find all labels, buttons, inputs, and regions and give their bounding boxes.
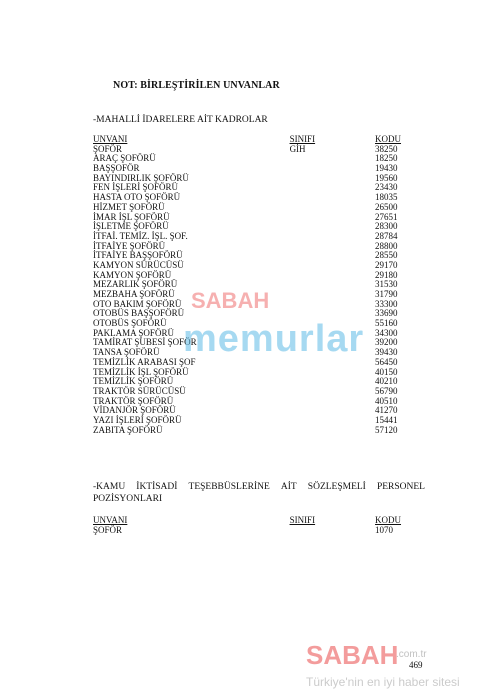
cell-class <box>290 387 375 397</box>
column-header-class: SINIFI <box>289 515 316 525</box>
local-administrations-table <box>93 135 413 435</box>
cell-class <box>290 290 375 300</box>
cell-title: OTO BAKIM ŞOFÖRÜ <box>93 298 182 309</box>
cell-code: 39430 <box>375 347 398 358</box>
table-body <box>93 145 413 436</box>
cell-title: İTFAİ. TEMİZ. İŞL. ŞOF. <box>93 230 188 241</box>
cell-title: ŞOFÖR <box>93 524 123 535</box>
cell-title: TAMİRAT ŞUBESİ ŞOFÖR <box>93 337 197 348</box>
cell-code: 19560 <box>375 172 398 183</box>
cell-code: 55160 <box>375 318 398 329</box>
cell-title: VİDANJÖR ŞOFÖRÜ <box>93 405 176 416</box>
cell-class <box>290 329 375 339</box>
cell-code: 28800 <box>375 240 398 251</box>
cell-title: İTFAİYE BAŞŞOFÖRÜ <box>93 250 183 261</box>
cell-title: ZABITA ŞOFÖRÜ <box>93 424 163 435</box>
cell-title: MEZARLIK ŞOFÖRÜ <box>93 279 178 290</box>
cell-class <box>290 309 375 319</box>
section-heading-word: TEŞEBBÜSLERİNE <box>188 482 270 492</box>
cell-code: 29170 <box>375 259 398 270</box>
table-row <box>93 426 413 436</box>
section-heading-local-administrations: -MAHALLİ İDARELERE AİT KADROLAR <box>93 115 268 125</box>
cell-class <box>290 213 375 223</box>
cell-code: 41270 <box>375 405 398 416</box>
section-heading-word: İKTİSADİ <box>136 482 178 492</box>
cell-code: 40150 <box>375 366 398 377</box>
cell-class <box>290 280 375 290</box>
cell-class <box>290 174 375 184</box>
note-title: NOT: BİRLEŞTİRİLEN UNVANLAR <box>113 80 280 91</box>
cell-code: 18250 <box>375 153 398 164</box>
cell-code: 28300 <box>375 221 398 232</box>
cell-title: HİZMET ŞOFÖRÜ <box>93 201 165 212</box>
cell-code: 56790 <box>375 385 398 396</box>
cell-title: FEN İŞLERİ ŞOFÖRÜ <box>93 182 179 193</box>
cell-title: İMAR İŞL ŞOFÖRÜ <box>93 211 170 222</box>
cell-title: TRAKTÖR ŞOFÖRÜ <box>93 395 174 406</box>
column-header-code: KODU <box>375 134 402 144</box>
cell-title: HASTA OTO ŞOFÖRÜ <box>93 192 181 203</box>
cell-class: GİH <box>289 143 306 154</box>
cell-code: 1070 <box>375 524 394 535</box>
column-header-class: SINIFI <box>289 134 316 144</box>
cell-title: OTOBÜS BAŞŞOFÖRÜ <box>93 308 185 319</box>
table-row <box>93 526 413 536</box>
cell-class <box>290 377 375 387</box>
cell-class <box>290 271 375 281</box>
cell-code: 28550 <box>375 250 398 261</box>
section-heading-line-1 <box>93 481 425 493</box>
cell-title: ŞOFÖR <box>93 143 123 154</box>
cell-title: PAKLAMA ŞOFÖRÜ <box>93 327 174 338</box>
cell-title: TEMİZLİK ARABASI ŞOF <box>93 356 196 367</box>
section-heading-public-enterprises <box>93 481 425 505</box>
cell-title: ARAÇ ŞOFÖRÜ <box>93 153 156 164</box>
cell-title: KAMYON ŞOFÖRÜ <box>93 269 172 280</box>
cell-title: TANSA ŞOFÖRÜ <box>93 347 160 358</box>
cell-class <box>290 300 375 310</box>
cell-title: TEMİZLİK İŞL ŞOFÖRÜ <box>93 366 189 377</box>
cell-class <box>290 183 375 193</box>
cell-code: 34300 <box>375 327 398 338</box>
cell-code: 19430 <box>375 163 398 174</box>
footer-brand-logo: SABAH <box>306 640 399 670</box>
cell-code: 31790 <box>375 289 398 299</box>
cell-code: 23430 <box>375 182 398 193</box>
cell-code: 56450 <box>375 356 398 367</box>
cell-class <box>290 222 375 232</box>
sabah-footer-watermark <box>306 640 486 690</box>
cell-class <box>290 261 375 271</box>
column-header-code: KODU <box>375 515 402 525</box>
cell-class <box>290 338 375 348</box>
table-header-row <box>93 516 413 526</box>
cell-code: 29180 <box>375 269 398 280</box>
cell-code: 33690 <box>375 308 398 319</box>
cell-class <box>290 154 375 164</box>
cell-title: BAYINDIRLIK ŞOFÖRÜ <box>93 172 189 183</box>
section-heading-line-2: POZİSYONLARI <box>93 494 163 504</box>
cell-code: 27651 <box>375 211 398 222</box>
cell-class <box>290 203 375 213</box>
cell-class <box>290 319 375 329</box>
public-enterprises-table <box>93 516 413 535</box>
cell-code: 15441 <box>375 414 398 425</box>
table-header-row <box>93 135 413 145</box>
section-heading-word: -KAMU <box>93 482 126 492</box>
section-heading-word: PERSONEL <box>376 482 425 492</box>
cell-class <box>290 526 375 536</box>
column-header-title: UNVANI <box>93 134 128 144</box>
cell-code: 31530 <box>375 279 398 290</box>
page-number: 469 <box>409 660 423 670</box>
cell-code: 18035 <box>375 192 398 203</box>
cell-class <box>290 397 375 407</box>
cell-code: 33300 <box>375 298 398 309</box>
cell-class <box>290 368 375 378</box>
section-heading-word: AİT <box>280 482 297 492</box>
column-header-title: UNVANI <box>93 515 128 525</box>
cell-title: İTFAİYE ŞOFÖRÜ <box>93 240 166 251</box>
cell-code: 28784 <box>375 230 398 241</box>
cell-title: BAŞŞOFÖR <box>93 163 140 174</box>
section-heading-word: SÖZLEŞMELİ <box>307 482 366 492</box>
cell-class <box>290 348 375 358</box>
cell-title: MEZBAHA ŞOFÖRÜ <box>93 289 175 299</box>
watermark-sabah-text: SABAH <box>191 288 270 313</box>
cell-code: 57120 <box>375 424 398 435</box>
cell-class <box>290 242 375 252</box>
table-body <box>93 526 413 536</box>
cell-class <box>290 416 375 426</box>
cell-title: TEMİZLİK ŞOFÖRÜ <box>93 376 174 387</box>
watermark-memurlar-text: memurlar <box>183 318 365 360</box>
cell-class <box>290 251 375 261</box>
footer-tagline: Türkiye'nin en iyi haber sitesi <box>306 675 460 689</box>
cell-title: OTOBÜS ŞOFÖRÜ <box>93 318 167 329</box>
footer-domain-text: .com.tr <box>396 649 427 660</box>
cell-class <box>290 164 375 174</box>
cell-class <box>290 232 375 242</box>
cell-title: İŞLETME ŞOFÖRÜ <box>93 221 169 232</box>
cell-code: 40210 <box>375 376 398 387</box>
cell-code: 39200 <box>375 337 398 348</box>
cell-title: TRAKTÖR SÜRÜCÜSÜ <box>93 385 186 396</box>
cell-title: KAMYON SÜRÜCÜSÜ <box>93 259 184 270</box>
cell-code: 38250 <box>375 143 398 154</box>
cell-code: 26500 <box>375 201 398 212</box>
cell-class <box>290 426 375 436</box>
cell-code: 40510 <box>375 395 398 406</box>
cell-class <box>290 193 375 203</box>
cell-class <box>290 406 375 416</box>
table-row <box>93 154 413 164</box>
cell-title: YAZI İŞLERİ ŞOFÖRÜ <box>93 414 182 425</box>
cell-class <box>290 358 375 368</box>
